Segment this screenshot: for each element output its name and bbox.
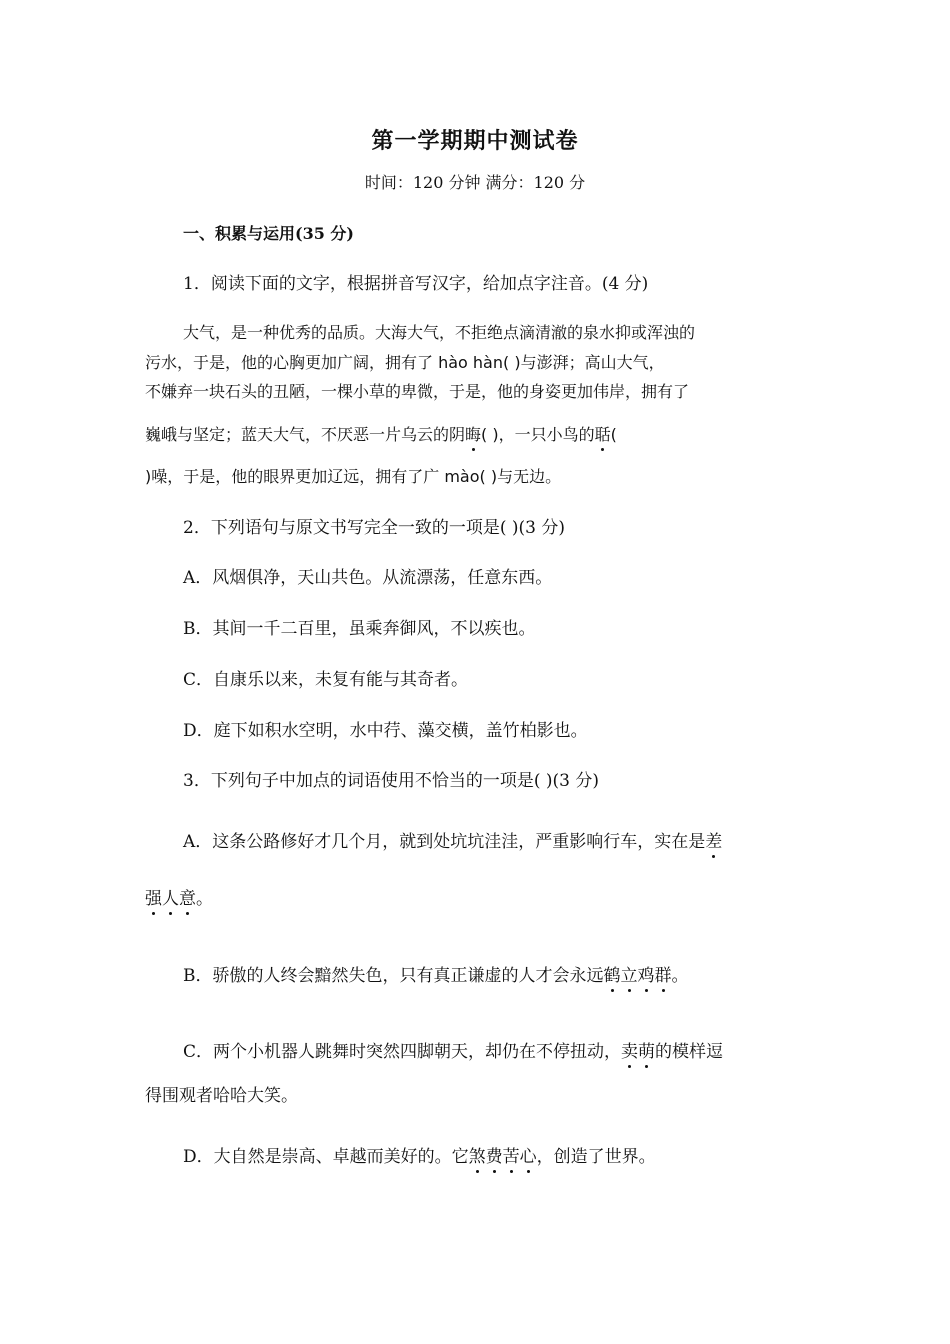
text-span: 巍峨与坚定；蓝天大气，不厌恶一片乌云的阴 bbox=[145, 425, 466, 444]
passage-line-1: 大气，是一种优秀的品质。大海大气，不拒绝点滴清澈的泉水抑或浑浊的 bbox=[183, 323, 696, 342]
dotted-char: 立 bbox=[620, 966, 638, 986]
q2-option-b: B．其间一千二百里，虽乘奔御风，不以疾也。 bbox=[183, 619, 536, 639]
text-span: 。 bbox=[196, 889, 213, 909]
passage-line-3: 不嫌弃一块石头的丑陋，一棵小草的卑微，于是，他的身姿更加伟岸，拥有了 bbox=[145, 382, 690, 401]
dotted-char: 卖 bbox=[621, 1042, 639, 1062]
q3-option-a-line1 bbox=[183, 831, 722, 853]
dotted-char: 心 bbox=[519, 1147, 537, 1167]
dotted-char: 意 bbox=[179, 889, 196, 909]
question-3-prompt: 3．下列句子中加点的词语使用不恰当的一项是( )(3 分) bbox=[183, 771, 599, 791]
section-heading: 一、积累与运用(35 分) bbox=[183, 224, 354, 243]
dotted-char: 费 bbox=[485, 1147, 503, 1167]
dotted-char: 苦 bbox=[502, 1147, 520, 1167]
q2-option-d: D．庭下如积水空明，水中荇、藻交横，盖竹柏影也。 bbox=[183, 721, 588, 741]
dotted-char: 聒 bbox=[594, 425, 611, 444]
dotted-char: 人 bbox=[162, 889, 179, 909]
page-title: 第一学期期中测试卷 bbox=[371, 128, 579, 154]
q3-option-c-line2: 得围观者哈哈大笑。 bbox=[145, 1086, 298, 1106]
dotted-char: 鹤 bbox=[603, 966, 621, 986]
dotted-char: 萌 bbox=[638, 1042, 656, 1062]
text-span: D．大自然是崇高、卓越而美好的。它 bbox=[183, 1147, 469, 1167]
passage-line-5: )噪，于是，他的眼界更加辽远，拥有了广 mào( )与无边。 bbox=[145, 467, 562, 486]
q3-option-a-line2 bbox=[145, 888, 213, 910]
question-2-prompt: 2．下列语句与原文书写完全一致的一项是( )(3 分) bbox=[183, 518, 565, 538]
dotted-char: 晦 bbox=[465, 425, 482, 444]
text-span: B．骄傲的人终会黯然失色，只有真正谦虚的人才会永远 bbox=[183, 966, 604, 986]
passage-line-4 bbox=[145, 424, 617, 446]
q2-option-a: A．风烟俱净，天山共色。从流漂荡，任意东西。 bbox=[183, 568, 553, 588]
dotted-char: 强 bbox=[145, 889, 162, 909]
dotted-char: 鸡 bbox=[637, 966, 655, 986]
text-span: ( bbox=[610, 425, 617, 444]
dotted-char: 群 bbox=[654, 966, 672, 986]
text-span: C．两个小机器人跳舞时突然四脚朝天，却仍在不停扭动， bbox=[183, 1042, 622, 1062]
q3-option-c-line1 bbox=[183, 1041, 723, 1063]
text-span: 的模样逗 bbox=[655, 1042, 724, 1062]
exam-info: 时间：120 分钟 满分：120 分 bbox=[364, 173, 586, 192]
q3-option-d bbox=[183, 1146, 656, 1168]
text-span: ，创造了世界。 bbox=[536, 1147, 656, 1167]
question-1-prompt: 1．阅读下面的文字，根据拼音写汉字，给加点字注音。(4 分) bbox=[183, 274, 649, 294]
dotted-char: 差 bbox=[705, 832, 723, 852]
blank-span: ( )，一只小鸟的 bbox=[481, 425, 595, 444]
text-span: A．这条公路修好才几个月，就到处坑坑洼洼，严重影响行车，实在是 bbox=[183, 832, 706, 852]
dotted-char: 煞 bbox=[468, 1147, 486, 1167]
text-span: 。 bbox=[671, 966, 689, 986]
q2-option-c: C．自康乐以来，未复有能与其奇者。 bbox=[183, 670, 469, 690]
passage-line-2: 污水，于是，他的心胸更加广阔，拥有了 hào hàn( )与澎湃；高山大气， bbox=[145, 353, 665, 372]
q3-option-b bbox=[183, 965, 689, 987]
